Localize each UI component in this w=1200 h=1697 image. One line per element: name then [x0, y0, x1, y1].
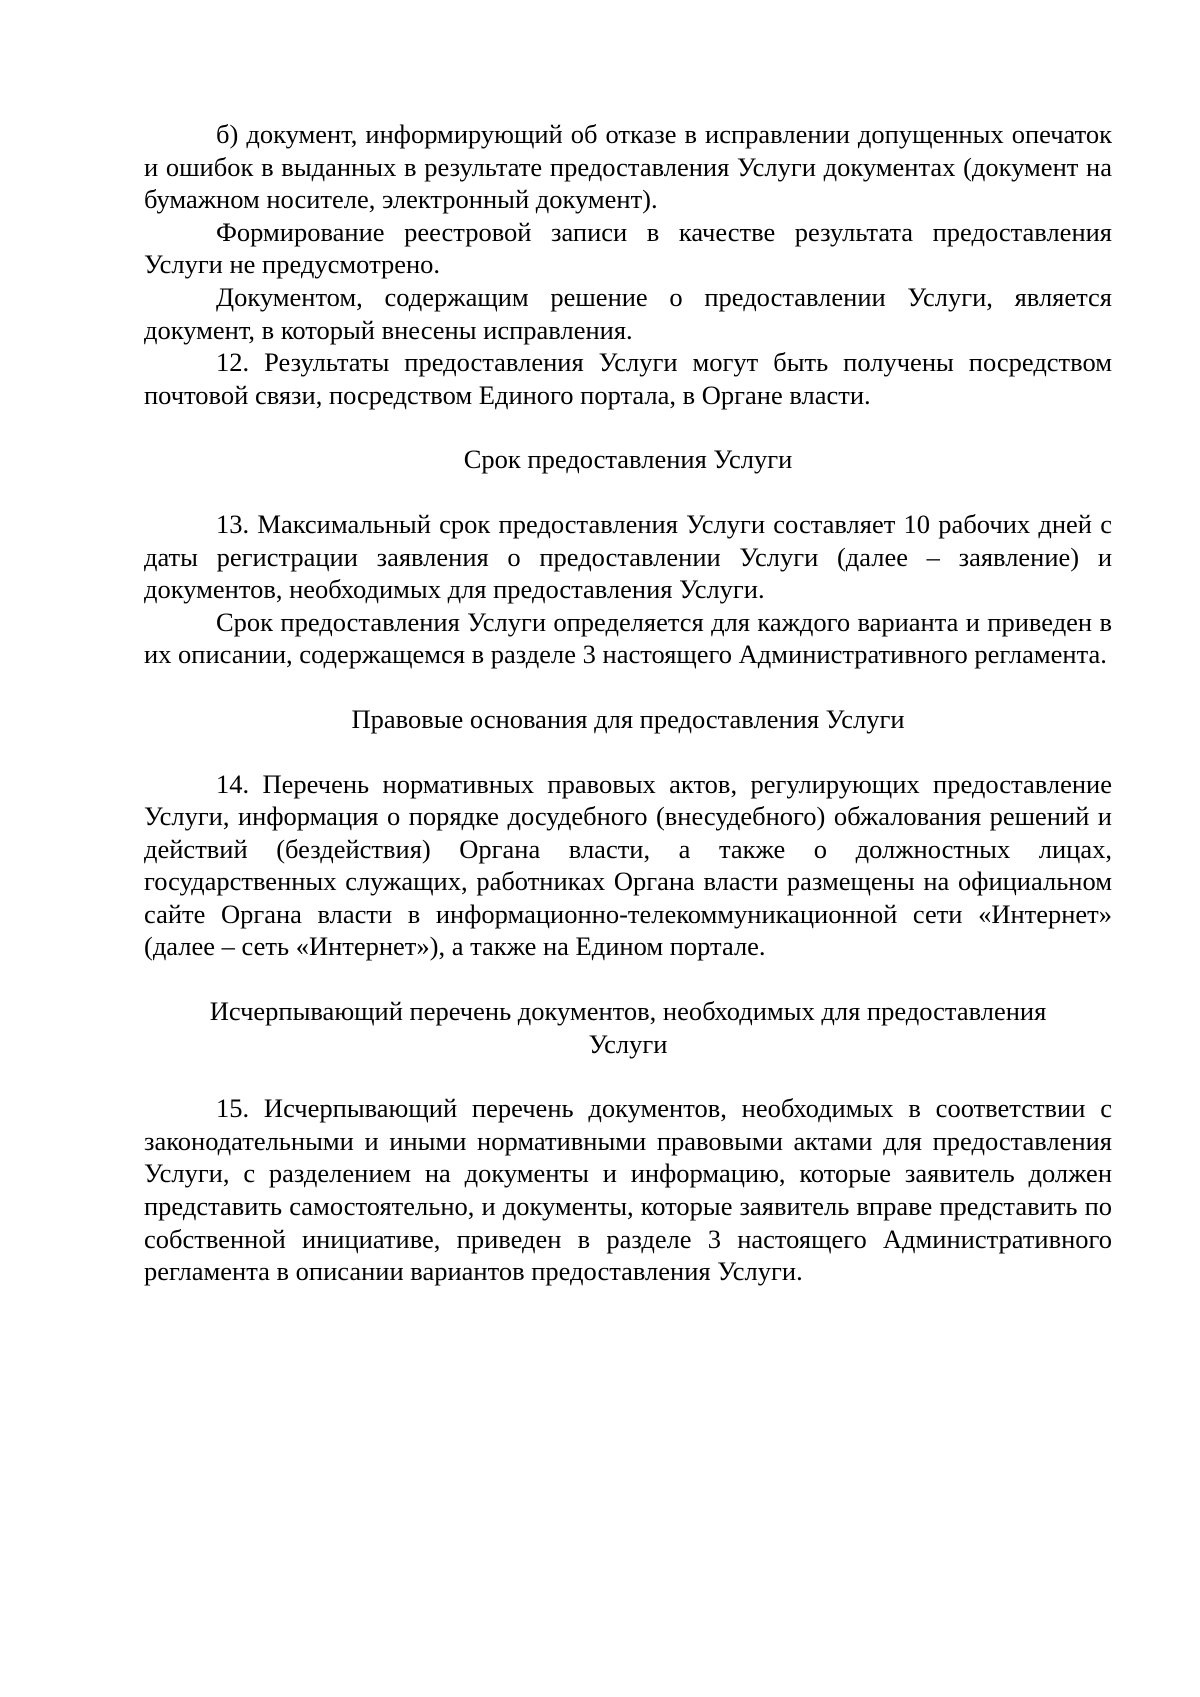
document-body	[144, 118, 1112, 1288]
heading-documents-list	[144, 995, 1112, 1060]
heading-documents-line-2: Услуги	[588, 1028, 668, 1059]
paragraph-14-legal-acts: 14. Перечень нормативных правовых актов, регулирующих предоставление Услуги, информация о порядке досудебного (внесудебного) обжалования решений и действий (бездействия) Органа власти, а также о должностных лицах, государственных служащих, работниках Органа власти размещены на официальном сайте Органа власти в информационно-телекоммуникационной сети «Интернет» (далее – сеть «Интернет»), а также на Едином портале.	[144, 768, 1112, 962]
paragraph-13-max-term: 13. Максимальный срок предоставления Услуги составляет 10 рабочих дней с даты регистрации заявления о предоставлении Услуги (далее – заявление) и документов, необходимых для предоставления Услуги.	[144, 508, 1112, 605]
paragraph-15-documents: 15. Исчерпывающий перечень документов, необходимых в соответствии с законодательными и иными нормативными правовыми актами для предоставления Услуги, с разделением на документы и информацию, которые заявитель должен представить самостоятельно, и документы, которые заявитель вправе представить по собственной инициативе, приведен в разделе 3 настоящего Административного регламента в описании вариантов предоставления Услуги.	[144, 1093, 1112, 1287]
paragraph-decision-document: Документом, содержащим решение о предоставлении Услуги, является документ, в который внесены исправления.	[144, 281, 1112, 345]
heading-legal-basis: Правовые основания для предоставления Услуги	[351, 703, 905, 734]
heading-service-term: Срок предоставления Услуги	[463, 444, 793, 475]
paragraph-12-results: 12. Результаты предоставления Услуги могут быть получены посредством почтовой связи, посредством Единого портала, в Органе власти.	[144, 347, 1112, 410]
paragraph-registry-record: Формирование реестровой записи в качестве результата предоставления Услуги не предусмотрено.	[144, 216, 1112, 280]
paragraph-term-variant: Срок предоставления Услуги определяется для каждого варианта и приведен в их описании, содержащемся в разделе 3 настоящего Административного регламента.	[144, 606, 1112, 670]
heading-documents-line-1: Исчерпывающий перечень документов, необходимых для предоставления	[209, 996, 1047, 1027]
paragraph-refusal-document: б) документ, информирующий об отказе в исправлении допущенных опечаток и ошибок в выданных в результате предоставления Услуги документах (документ на бумажном носителе, электронный документ).	[144, 119, 1112, 215]
